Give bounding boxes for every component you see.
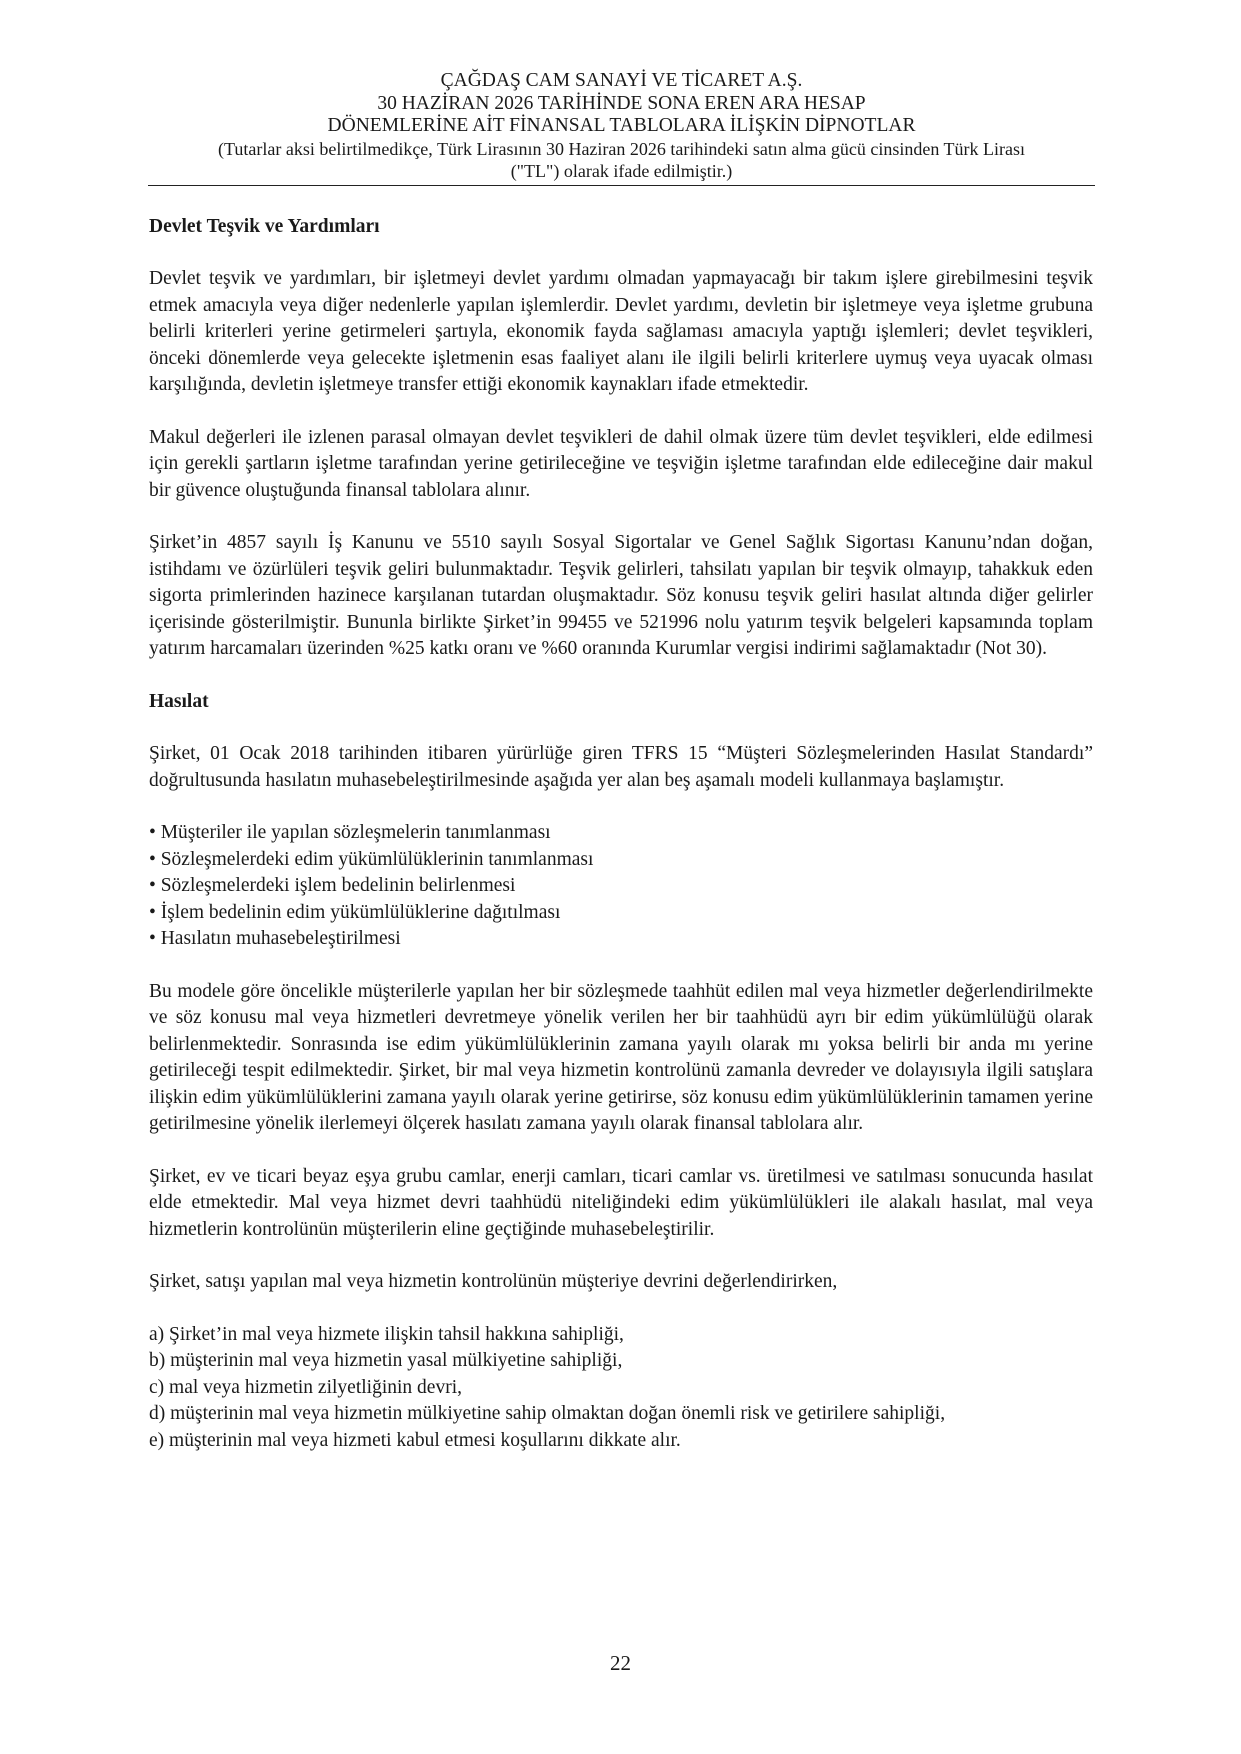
- list-item: • İşlem bedelinin edim yükümlülüklerine dağıtılması: [149, 901, 561, 923]
- body-content: [148, 214, 1093, 1455]
- list-item: • Hasılatın muhasebeleştirilmesi: [149, 928, 401, 949]
- section-heading-government-grants: Devlet Teşvik ve Yardımları: [149, 215, 380, 237]
- document-page: [148, 70, 1095, 1480]
- paragraph: Şirket’in 4857 sayılı İş Kanunu ve 5510 sayılı Sosyal Sigortalar ve Genel Sağlık Sigortası Kanunu’ndan doğan, istihdamı ve özürlüleri teşvik geliri bulunmaktadır. Teşvik gelirleri, tahsilatı yapılan bir teşvik olmayıp, tahakkuk eden sigorta primlerinden hazinece karşılanan tutardan oluşmaktadır. Söz konusu teşvik geliri hasılat altında diğer gelirler içerisinde gösterilmiştir. Bununla birlikte Şirket’in 99455 ve 521996 nolu yatırım teşvik belgeleri kapsamında toplam yatırım harcamaları üzerinden %25 katkı oranı ve %60 oranında Kurumlar vergisi indirimi sağlamaktadır (Not 30).: [149, 532, 1093, 659]
- list-item: • Sözleşmelerdeki edim yükümlülüklerinin tanımlanması: [149, 848, 594, 870]
- currency-note-line1: (Tutarlar aksi belirtilmedikçe, Türk Lirasının 30 Haziran 2026 tarihindeki satın alma gücü cinsinden Türk Lirası: [218, 138, 1025, 159]
- notes-title: DÖNEMLERİNE AİT FİNANSAL TABLOLARA İLİŞKİN DİPNOTLAR: [327, 115, 916, 136]
- control-transfer-criteria-list: [149, 1322, 1093, 1455]
- section-heading-revenue: Hasılat: [149, 690, 209, 712]
- page-number: 22: [610, 1651, 631, 1675]
- list-item: a) Şirket’in mal veya hizmete ilişkin tahsil hakkına sahipliği,: [149, 1323, 624, 1345]
- paragraph: Devlet teşvik ve yardımları, bir işletmeyi devlet yardımı olmadan yapmayacağı bir takım işlere girebilmesini teşvik etmek amacıyla veya diğer nedenlerle yapılan işlemlerdir. Devlet yardımı, devletin bir işletmeye veya işletme grubuna belirli kriterleri yerine getirmeleri şartıyla, ekonomik fayda sağlaması amacıyla yaptığı işlemleri; devlet teşvikleri, önceki dönemlerde veya gelecekte işletmenin esas faaliyet alanı ile ilgili belirli kriterlere uymuş veya uyacak olması karşılığında, devletin işletmeye transfer ettiği ekonomik kaynakları ifade etmektedir.: [149, 268, 1093, 395]
- report-header: [148, 70, 1095, 182]
- list-item: • Müşteriler ile yapılan sözleşmelerin tanımlanması: [149, 822, 551, 843]
- list-item: e) müşterinin mal veya hizmeti kabul etmesi koşullarını dikkate alır.: [149, 1429, 681, 1451]
- company-name: ÇAĞDAŞ CAM SANAYİ VE TİCARET A.Ş.: [440, 70, 803, 91]
- currency-note-line2: ("TL") olarak ifade edilmiştir.): [510, 160, 733, 181]
- period-title: 30 HAZİRAN 2026 TARİHİNDE SONA EREN ARA HESAP: [377, 92, 866, 114]
- paragraph: Makul değerleri ile izlenen parasal olmayan devlet teşvikleri de dahil olmak üzere tüm devlet teşvikleri, elde edilmesi için gerekli şartların işletme tarafından yerine getirileceğine ve teşviğin işletme tarafından elde edileceğine dair makul bir güvence oluştuğunda finansal tablolara alınır.: [149, 426, 1093, 501]
- list-item: • Sözleşmelerdeki işlem bedelinin belirlenmesi: [149, 875, 516, 896]
- paragraph: Şirket, satışı yapılan mal veya hizmetin kontrolünün müşteriye devrini değerlendirirken,: [149, 1271, 838, 1292]
- list-item: d) müşterinin mal veya hizmetin mülkiyetine sahip olmaktan doğan önemli risk ve getirilere sahipliği,: [149, 1403, 946, 1424]
- paragraph: Şirket, ev ve ticari beyaz eşya grubu camlar, enerji camları, ticari camlar vs. üretilmesi ve satılması sonucunda hasılat elde etmektedir. Mal veya hizmet devri taahhüdü niteliğindeki edim yükümlülükleri ile alakalı hasılat, mal veya hizmetlerin kontrolünün müşterilerin eline geçtiğinde muhasebeleştirilir.: [149, 1165, 1093, 1240]
- paragraph: Bu modele göre öncelikle müşterilerle yapılan her bir sözleşmede taahhüt edilen mal veya hizmetler değerlendirilmekte ve söz konusu mal veya hizmetleri devretmeye yönelik verilen her bir taahhüdü ayrı bir edim yükümlülüğü olarak belirlenmektedir. Sonrasında ise edim yükümlülüklerinin zamana yayılı olarak mı yoksa belirli bir anda mı yerine getirileceği tespit edilmektedir. Şirket, bir mal veya hizmetin kontrolünü zamanla devreder ve dolayısıyla ilgili satışlara ilişkin edim yükümlülüklerini zamana yayılı olarak yerine getirirse, söz konusu edim yükümlülüklerinin tamamen yerine getirilmesine yönelik ilerlemeyi ölçerek hasılatı zamana yayılı olarak finansal tablolara alır.: [149, 980, 1093, 1134]
- paragraph: Şirket, 01 Ocak 2018 tarihinden itibaren yürürlüğe giren TFRS 15 “Müşteri Sözleşmelerinden Hasılat Standardı” doğrultusunda hasılatın muhasebeleştirilmesinde aşağıda yer alan beş aşamalı modeli kullanmaya başlamıştır.: [149, 743, 1093, 791]
- header-rule: [148, 185, 1095, 186]
- list-item: b) müşterinin mal veya hizmetin yasal mülkiyetine sahipliği,: [149, 1350, 623, 1371]
- five-step-model-list: [149, 820, 1093, 953]
- list-item: c) mal veya hizmetin zilyetliğinin devri,: [149, 1376, 462, 1398]
